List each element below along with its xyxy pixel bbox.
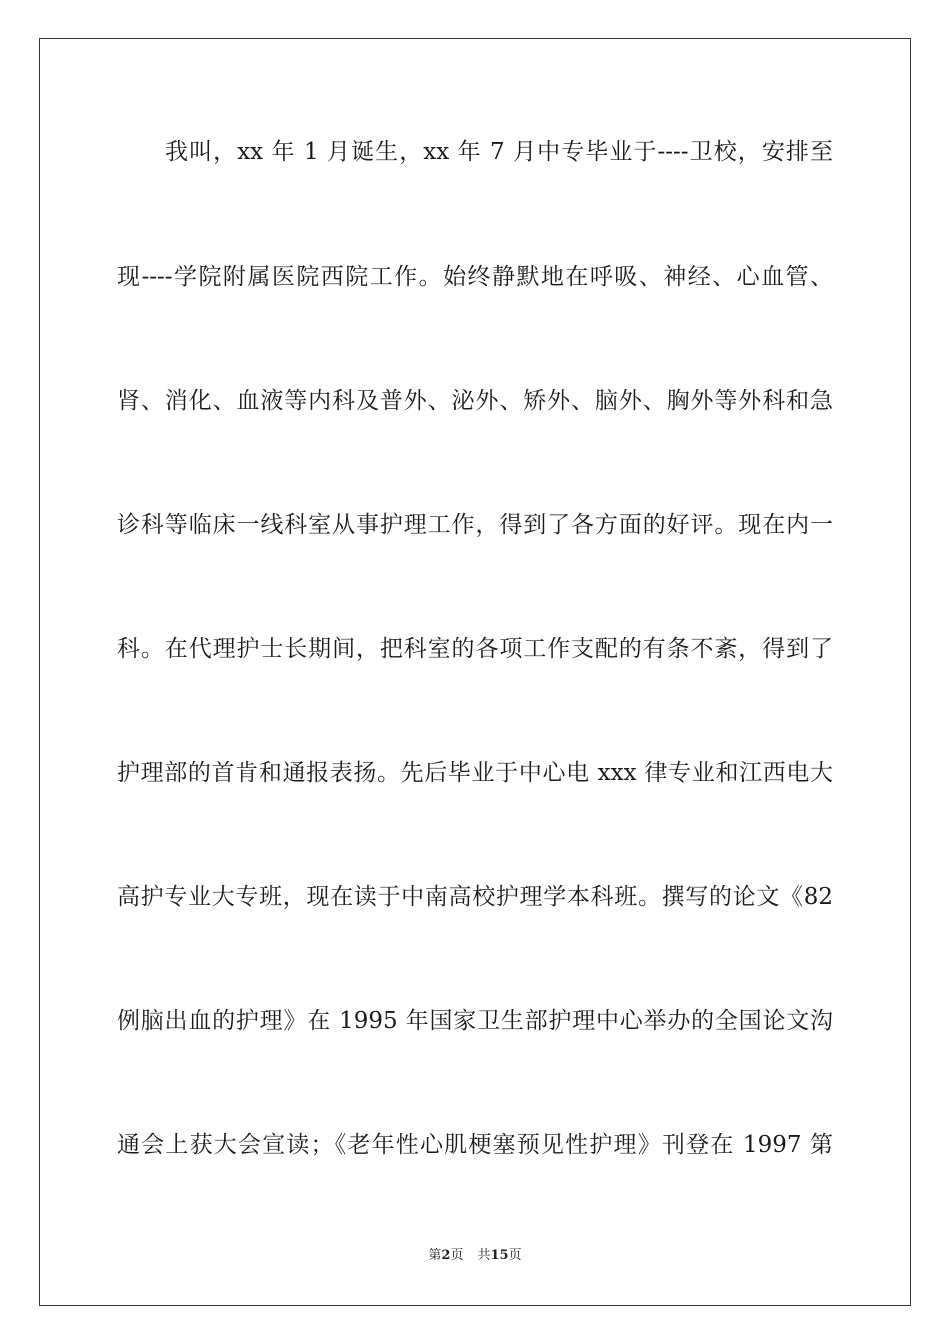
total-prefix: 共 <box>477 1248 491 1263</box>
page-suffix: 页 <box>450 1248 464 1263</box>
text-line: 护理部的首肯和通报表扬。先后毕业于中心电 xxx 律专业和江西电大 <box>117 760 833 786</box>
page-prefix: 第 <box>428 1248 442 1263</box>
text-line: 我叫，xx 年 1 月诞生，xx 年 7 月中专毕业于----卫校，安排至 <box>165 139 833 165</box>
text-line: 例脑出血的护理》在 1995 年国家卫生部护理中心举办的全国论文沟 <box>117 1008 833 1034</box>
total-page-count: 15 <box>490 1248 509 1263</box>
text-line: 诊科等临床一线科室从事护理工作，得到了各方面的好评。现在内一 <box>117 512 833 538</box>
current-page-number: 2 <box>441 1248 451 1263</box>
page-footer <box>0 1247 950 1265</box>
page-border <box>39 38 911 1306</box>
total-suffix: 页 <box>508 1248 522 1263</box>
text-line: 科。在代理护士长期间，把科室的各项工作支配的有条不紊，得到了 <box>117 636 833 662</box>
text-line: 肾、消化、血液等内科及普外、泌外、矫外、脑外、胸外等外科和急 <box>117 388 833 414</box>
text-line: 通会上获大会宣读；《老年性心肌梗塞预见性护理》刊登在 1997 第 <box>117 1132 833 1158</box>
text-line: 现----学院附属医院西院工作。始终静默地在呼吸、神经、心血管、 <box>117 264 833 290</box>
text-line: 高护专业大专班，现在读于中南高校护理学本科班。撰写的论文《82 <box>117 884 833 910</box>
